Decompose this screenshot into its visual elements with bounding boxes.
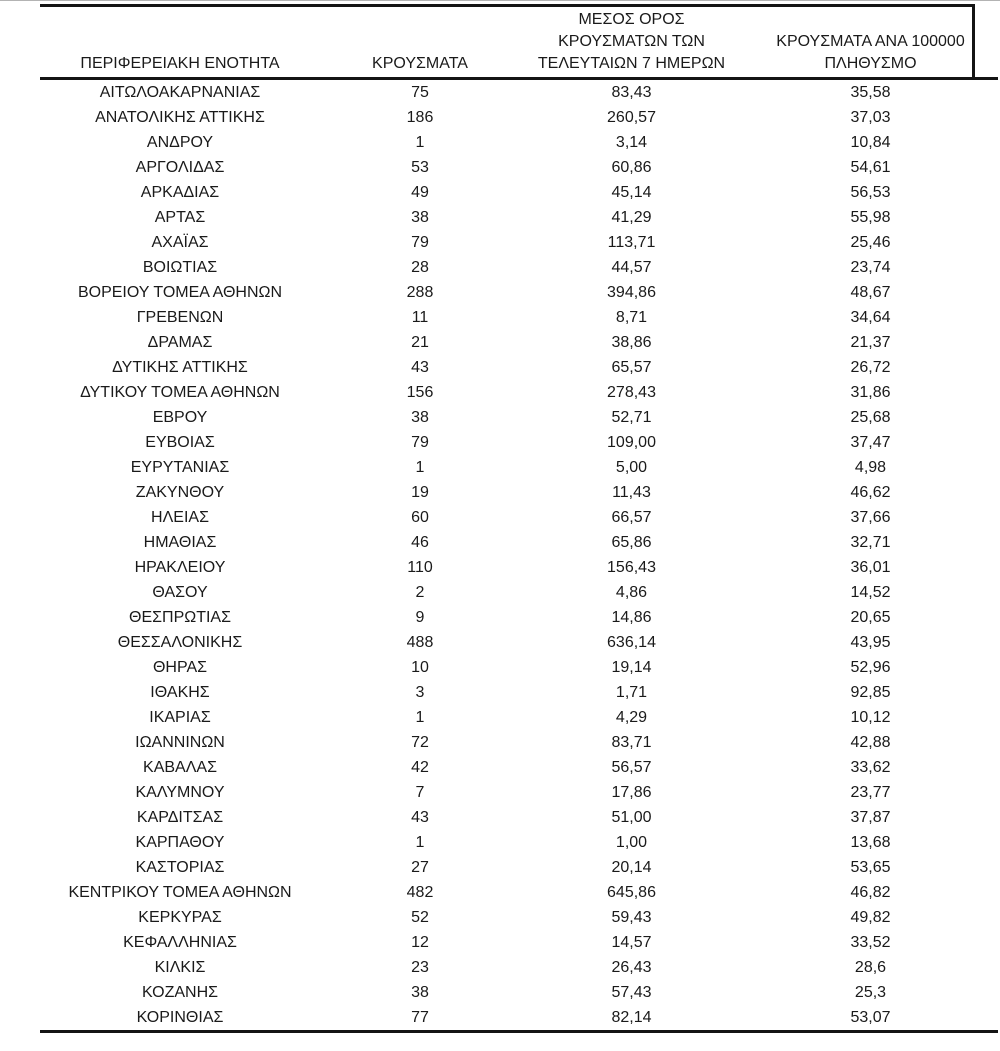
cell-per-100k: 42,88: [850, 733, 891, 751]
cell-region: ΙΚΑΡΙΑΣ: [149, 708, 211, 726]
cell-per-100k: 33,62: [850, 758, 891, 776]
cell-cases: 28: [411, 258, 429, 276]
cell-per-100k: 14,52: [850, 583, 891, 601]
cell-per-100k: 43,95: [850, 633, 891, 651]
table-row: [40, 805, 998, 830]
cell-region: ΚΕΡΚΥΡΑΣ: [138, 908, 222, 926]
cell-region: ΗΡΑΚΛΕΙΟΥ: [134, 558, 226, 576]
cell-avg-7day: 57,43: [611, 983, 652, 1001]
table-body: [40, 79, 998, 1032]
table-row: [40, 955, 998, 980]
cell-region: ΒΟΡΕΙΟΥ ΤΟΜΕΑ ΑΘΗΝΩΝ: [77, 283, 283, 301]
cell-per-100k: 52,96: [850, 658, 891, 676]
column-header-cases: [320, 7, 520, 79]
table-row: [40, 230, 998, 255]
cell-cases: 7: [415, 783, 425, 801]
cell-region: ΓΡΕΒΕΝΩΝ: [136, 308, 224, 326]
cell-avg-7day: 14,86: [611, 608, 652, 626]
cell-region: ΑΡΤΑΣ: [154, 208, 206, 226]
cell-avg-7day: 636,14: [607, 633, 656, 651]
cell-per-100k: 33,52: [850, 933, 891, 951]
cell-region: ΚΕΦΑΛΛΗΝΙΑΣ: [123, 933, 237, 951]
cell-region: ΔΡΑΜΑΣ: [147, 333, 213, 351]
cell-avg-7day: 38,86: [611, 333, 652, 351]
table-row: [40, 530, 998, 555]
cell-cases: 3: [415, 683, 425, 701]
table-row: [40, 780, 998, 805]
cell-region: ΑΙΤΩΛΟΑΚΑΡΝΑΝΙΑΣ: [99, 83, 261, 101]
cell-cases: 79: [411, 433, 429, 451]
cell-avg-7day: 20,14: [611, 858, 652, 876]
cell-avg-7day: 14,57: [611, 933, 652, 951]
cell-avg-7day: 4,86: [615, 583, 648, 601]
cell-cases: 1: [415, 708, 425, 726]
top-edge-line: [0, 0, 1000, 1]
cell-per-100k: 53,07: [850, 1008, 891, 1026]
column-header-cases-label: ΚΡΟΥΣΜΑΤΑ: [372, 55, 468, 72]
cell-region: ΕΥΒΟΙΑΣ: [145, 433, 215, 451]
cell-avg-7day: 41,29: [611, 208, 652, 226]
cell-per-100k: 36,01: [850, 558, 891, 576]
table-row: [40, 130, 998, 155]
table-row: [40, 430, 998, 455]
cell-avg-7day: 44,57: [611, 258, 652, 276]
cell-avg-7day: 109,00: [607, 433, 656, 451]
cell-cases: 27: [411, 858, 429, 876]
table-row: [40, 505, 998, 530]
table-row: [40, 155, 998, 180]
cell-region: ΘΕΣΠΡΩΤΙΑΣ: [129, 608, 231, 626]
cell-per-100k: 37,66: [850, 508, 891, 526]
table-row: [40, 555, 998, 580]
cell-region: ΚΟΡΙΝΘΙΑΣ: [136, 1008, 224, 1026]
cell-avg-7day: 1,00: [615, 833, 648, 851]
cell-per-100k: 10,84: [850, 133, 891, 151]
cell-avg-7day: 26,43: [611, 958, 652, 976]
cell-region: ΚΑΡΔΙΤΣΑΣ: [136, 808, 224, 826]
cell-cases: 2: [415, 583, 425, 601]
cases-table: [40, 7, 998, 1033]
cell-cases: 288: [406, 283, 434, 301]
cell-region: ΚΑΣΤΟΡΙΑΣ: [135, 858, 225, 876]
cell-region: ΑΝΔΡΟΥ: [146, 133, 214, 151]
cell-avg-7day: 65,86: [611, 533, 652, 551]
column-header-per-100k-line1: ΚΡΟΥΣΜΑΤΑ ΑΝΑ 100000: [776, 33, 965, 50]
table-row: [40, 980, 998, 1005]
table-row: [40, 305, 998, 330]
cell-cases: 21: [411, 333, 429, 351]
header-row: [40, 7, 998, 79]
cell-avg-7day: 83,71: [611, 733, 652, 751]
cell-per-100k: 54,61: [850, 158, 891, 176]
cell-per-100k: 56,53: [850, 183, 891, 201]
cell-region: ΕΥΡΥΤΑΝΙΑΣ: [130, 458, 230, 476]
cell-cases: 75: [411, 83, 429, 101]
cell-avg-7day: 59,43: [611, 908, 652, 926]
cell-cases: 46: [411, 533, 429, 551]
table-top-rule: [40, 4, 975, 7]
cell-per-100k: 4,98: [854, 458, 887, 476]
table-row: [40, 105, 998, 130]
table-row: [40, 330, 998, 355]
cell-region: ΙΘΑΚΗΣ: [150, 683, 210, 701]
cell-region: ΒΟΙΩΤΙΑΣ: [142, 258, 218, 276]
cell-cases: 156: [406, 383, 434, 401]
cell-per-100k: 46,82: [850, 883, 891, 901]
cell-avg-7day: 17,86: [611, 783, 652, 801]
table-row: [40, 855, 998, 880]
cell-cases: 19: [411, 483, 429, 501]
table-row: [40, 580, 998, 605]
cell-avg-7day: 66,57: [611, 508, 652, 526]
column-header-region: [40, 7, 320, 79]
cell-per-100k: 35,58: [850, 83, 891, 101]
cell-cases: 110: [407, 558, 433, 576]
cell-region: ΗΜΑΘΙΑΣ: [143, 533, 217, 551]
cell-avg-7day: 278,43: [607, 383, 656, 401]
cell-region: ΘΕΣΣΑΛΟΝΙΚΗΣ: [117, 633, 243, 651]
cell-avg-7day: 8,71: [615, 308, 648, 326]
cell-cases: 488: [406, 633, 434, 651]
table-row: [40, 830, 998, 855]
cell-avg-7day: 83,43: [611, 83, 652, 101]
table-row: [40, 405, 998, 430]
cell-per-100k: 49,82: [850, 908, 891, 926]
cell-avg-7day: 65,57: [611, 358, 652, 376]
cell-cases: 9: [415, 608, 425, 626]
cell-avg-7day: 82,14: [611, 1008, 652, 1026]
cell-cases: 10: [411, 658, 429, 676]
cell-per-100k: 55,98: [850, 208, 891, 226]
cell-region: ΚΑΒΑΛΑΣ: [143, 758, 217, 776]
cell-cases: 43: [411, 358, 429, 376]
cell-per-100k: 25,46: [850, 233, 891, 251]
cell-avg-7day: 3,14: [615, 133, 648, 151]
table-row: [40, 930, 998, 955]
column-header-avg-7day-line3: ΤΕΛΕΥΤΑΙΩΝ 7 ΗΜΕΡΩΝ: [537, 55, 726, 72]
column-header-per-100k-line2: ΠΛΗΘΥΣΜΟ: [824, 55, 917, 72]
cell-per-100k: 53,65: [850, 858, 891, 876]
cell-region: ΙΩΑΝΝΙΝΩΝ: [135, 733, 225, 751]
table-row: [40, 1005, 998, 1032]
cell-cases: 1: [415, 833, 425, 851]
table-row: [40, 455, 998, 480]
cell-avg-7day: 45,14: [611, 183, 652, 201]
cell-region: ΘΑΣΟΥ: [152, 583, 208, 601]
table-row: [40, 280, 998, 305]
cell-cases: 482: [406, 883, 434, 901]
cell-avg-7day: 51,00: [611, 808, 652, 826]
cell-avg-7day: 394,86: [607, 283, 656, 301]
cell-cases: 52: [411, 908, 429, 926]
cell-cases: 23: [411, 958, 429, 976]
cell-per-100k: 37,47: [850, 433, 891, 451]
column-header-region-label: ΠΕΡΙΦΕΡΕΙΑΚΗ ΕΝΟΤΗΤΑ: [80, 55, 280, 72]
table-row: [40, 480, 998, 505]
cell-cases: 38: [411, 983, 429, 1001]
table-row: [40, 630, 998, 655]
cell-per-100k: 37,03: [850, 108, 891, 126]
table-row: [40, 355, 998, 380]
cell-per-100k: 13,68: [850, 833, 891, 851]
cell-per-100k: 34,64: [850, 308, 891, 326]
cell-avg-7day: 19,14: [611, 658, 652, 676]
cell-cases: 38: [411, 208, 429, 226]
cell-cases: 38: [411, 408, 429, 426]
cell-avg-7day: 60,86: [611, 158, 652, 176]
cell-cases: 1: [415, 133, 425, 151]
cell-per-100k: 46,62: [850, 483, 891, 501]
cell-cases: 72: [411, 733, 429, 751]
cell-cases: 60: [411, 508, 429, 526]
cell-avg-7day: 156,43: [607, 558, 656, 576]
table-row: [40, 380, 998, 405]
cell-avg-7day: 5,00: [615, 458, 648, 476]
cell-region: ΑΡΓΟΛΙΔΑΣ: [135, 158, 225, 176]
cell-region: ΘΗΡΑΣ: [152, 658, 208, 676]
table-row: [40, 205, 998, 230]
table-row: [40, 79, 998, 106]
cell-avg-7day: 113,71: [607, 233, 656, 251]
cell-per-100k: 92,85: [850, 683, 891, 701]
table-row: [40, 255, 998, 280]
table-row: [40, 180, 998, 205]
cell-per-100k: 28,6: [854, 958, 887, 976]
cell-region: ΚΙΛΚΙΣ: [154, 958, 206, 976]
cell-region: ΑΡΚΑΔΙΑΣ: [140, 183, 220, 201]
cell-avg-7day: 260,57: [607, 108, 656, 126]
table-row: [40, 655, 998, 680]
cell-cases: 43: [411, 808, 429, 826]
table-row: [40, 705, 998, 730]
cell-cases: 1: [415, 458, 425, 476]
cell-cases: 77: [411, 1008, 429, 1026]
cell-per-100k: 23,77: [850, 783, 891, 801]
cell-region: ΑΝΑΤΟΛΙΚΗΣ ΑΤΤΙΚΗΣ: [95, 108, 265, 126]
table-row: [40, 605, 998, 630]
column-header-avg-7day-line2: ΚΡΟΥΣΜΑΤΩΝ ΤΩΝ: [558, 33, 705, 50]
table-row: [40, 730, 998, 755]
header-right-border: [972, 4, 975, 80]
cell-per-100k: 37,87: [850, 808, 891, 826]
cell-per-100k: 20,65: [850, 608, 891, 626]
cell-avg-7day: 4,29: [615, 708, 648, 726]
cell-region: ΚΑΛΥΜΝΟΥ: [135, 783, 225, 801]
cell-avg-7day: 52,71: [611, 408, 652, 426]
cell-cases: 42: [411, 758, 429, 776]
cell-per-100k: 25,3: [854, 983, 887, 1001]
cell-avg-7day: 645,86: [607, 883, 656, 901]
cell-region: ΔΥΤΙΚΟΥ ΤΟΜΕΑ ΑΘΗΝΩΝ: [80, 383, 280, 401]
cell-per-100k: 10,12: [850, 708, 891, 726]
cell-cases: 79: [411, 233, 429, 251]
cell-per-100k: 48,67: [850, 283, 891, 301]
cell-cases: 11: [411, 308, 429, 326]
cell-region: ΔΥΤΙΚΗΣ ΑΤΤΙΚΗΣ: [112, 358, 248, 376]
table-row: [40, 905, 998, 930]
cell-per-100k: 25,68: [850, 408, 891, 426]
cell-avg-7day: 1,71: [615, 683, 648, 701]
cell-avg-7day: 11,43: [612, 483, 651, 501]
table-row: [40, 880, 998, 905]
cell-region: ΕΒΡΟΥ: [152, 408, 208, 426]
cell-cases: 12: [411, 933, 429, 951]
cell-per-100k: 31,86: [850, 383, 891, 401]
cell-per-100k: 21,37: [850, 333, 891, 351]
cell-region: ΚΕΝΤΡΙΚΟΥ ΤΟΜΕΑ ΑΘΗΝΩΝ: [68, 883, 292, 901]
cell-cases: 53: [411, 158, 429, 176]
cases-table-wrap: [40, 4, 998, 1033]
column-header-avg-7day-line1: ΜΕΣΟΣ ΟΡΟΣ: [578, 11, 685, 28]
cell-per-100k: 32,71: [850, 533, 891, 551]
cell-per-100k: 23,74: [850, 258, 891, 276]
cell-cases: 186: [406, 108, 434, 126]
cell-region: ΑΧΑΪΑΣ: [151, 233, 209, 251]
cell-region: ΗΛΕΙΑΣ: [151, 508, 209, 526]
column-header-avg-7day: [520, 7, 743, 79]
cell-cases: 49: [411, 183, 429, 201]
table-header: [40, 7, 998, 79]
cell-avg-7day: 56,57: [611, 758, 652, 776]
table-row: [40, 755, 998, 780]
cell-per-100k: 26,72: [850, 358, 891, 376]
cell-region: ΚΑΡΠΑΘΟΥ: [135, 833, 225, 851]
cell-region: ΖΑΚΥΝΘΟΥ: [135, 483, 225, 501]
table-row: [40, 680, 998, 705]
cell-region: ΚΟΖΑΝΗΣ: [141, 983, 219, 1001]
column-header-per-100k: [743, 7, 998, 79]
